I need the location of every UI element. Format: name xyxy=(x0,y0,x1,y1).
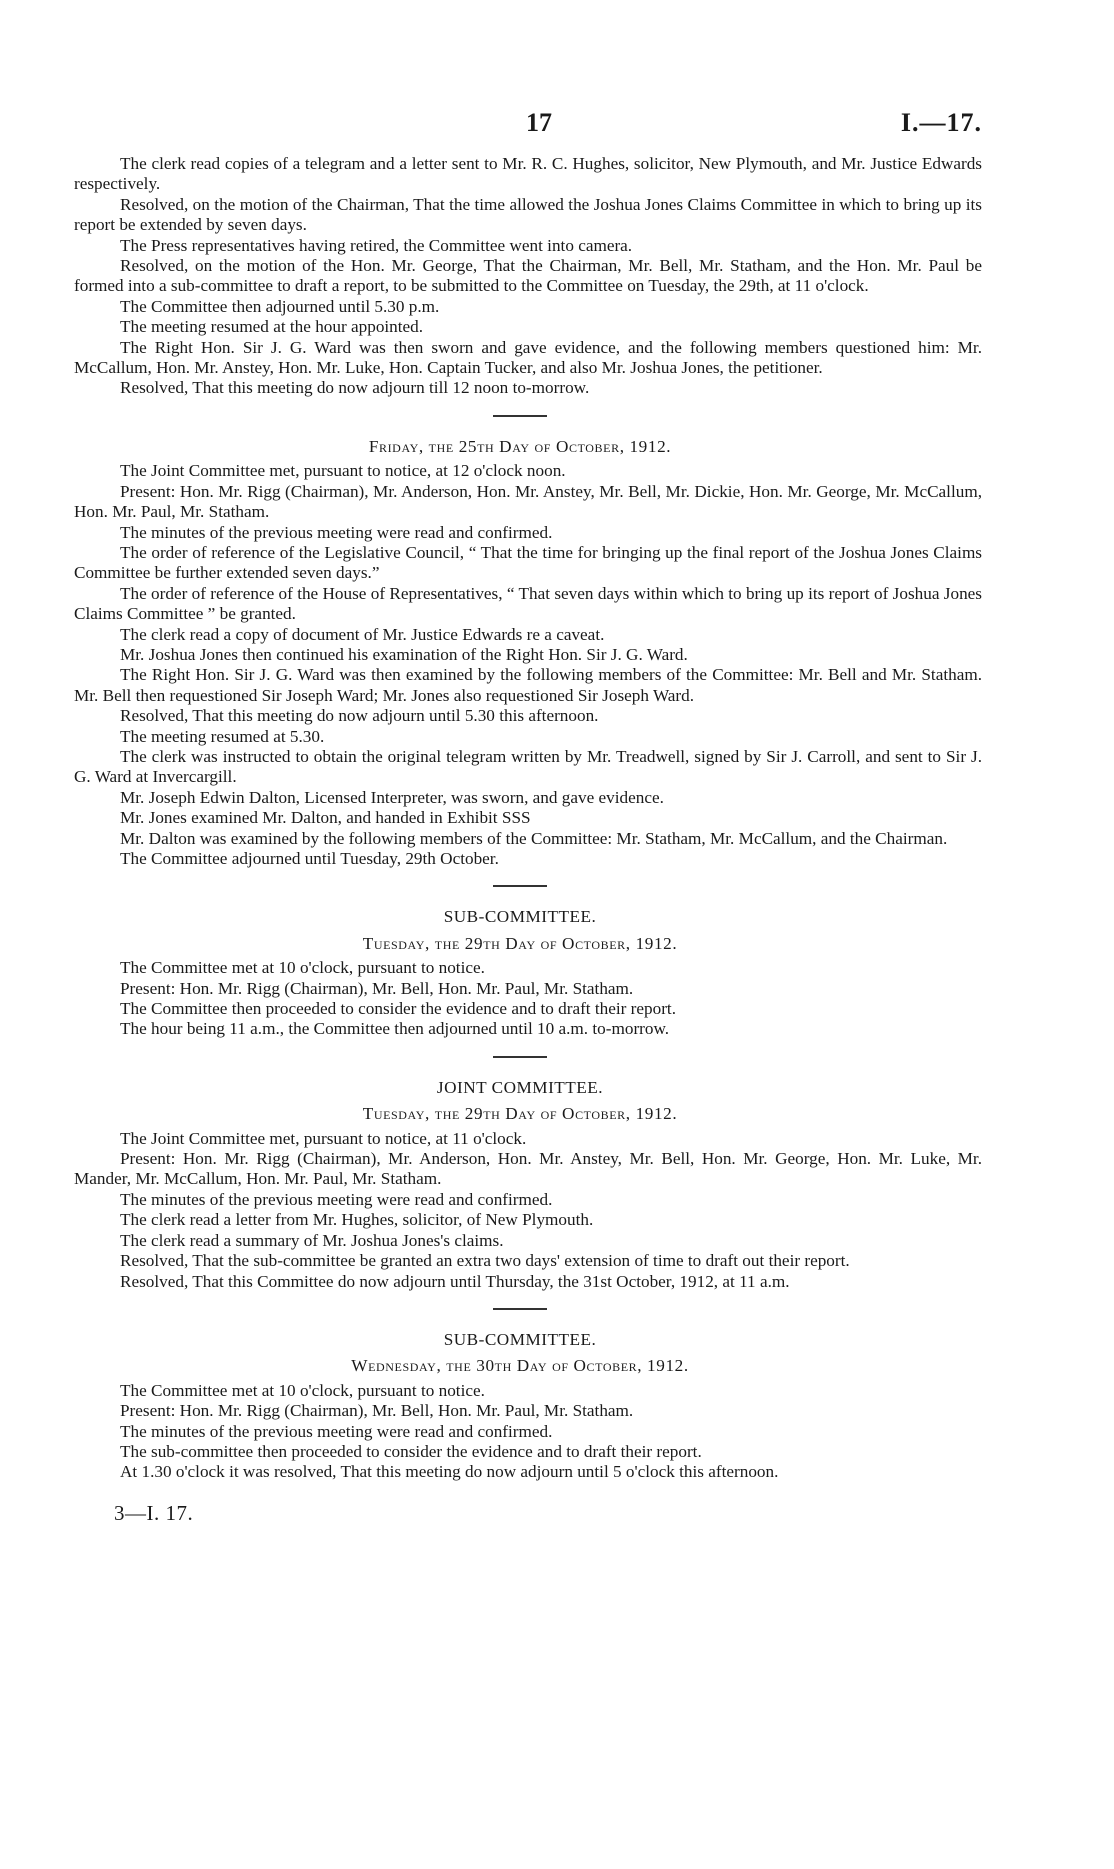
paragraph: The hour being 11 a.m., the Committee then adjourned until 10 a.m. to-morrow. xyxy=(120,1019,670,1039)
section-divider xyxy=(493,1056,547,1058)
paragraph: The clerk was instructed to obtain the original telegram written by Mr. Treadwell, signed by Sir J. Carroll, and sent to Sir J. G. Ward at Invercargill. xyxy=(74,746,982,787)
paragraph: The meeting resumed at 5.30. xyxy=(120,726,325,746)
paragraph: The Right Hon. Sir J. G. Ward was then sworn and gave evidence, and the following members questioned him: Mr. McCallum, Hon. Mr. Anstey, Hon. Mr. Luke, Hon. Captain Tucker, and also Mr. Joshua Jones, the petitioner. xyxy=(74,337,982,378)
document-body xyxy=(74,154,982,1483)
page-header xyxy=(74,108,982,144)
paragraph: Mr. Jones examined Mr. Dalton, and handed in Exhibit SSS xyxy=(120,808,531,828)
printer-signature: 3—I. 17. xyxy=(114,1500,194,1525)
paragraph: The clerk read a letter from Mr. Hughes, solicitor, of New Plymouth. xyxy=(120,1210,594,1230)
paragraph: The clerk read copies of a telegram and a letter sent to Mr. R. C. Hughes, solicitor, New Plymouth, and Mr. Justice Edwards respectively. xyxy=(74,154,982,194)
paragraph: The Joint Committee met, pursuant to notice, at 12 o'clock noon. xyxy=(120,461,566,481)
paragraph: Present: Hon. Mr. Rigg (Chairman), Mr. Bell, Hon. Mr. Paul, Mr. Statham. xyxy=(120,978,634,998)
paragraph: Mr. Joshua Jones then continued his examination of the Right Hon. Sir J. G. Ward. xyxy=(120,644,688,664)
paragraph: The Right Hon. Sir J. G. Ward was then examined by the following members of the Committee: Mr. Bell and Mr. Statham. Mr. Bell then requestioned Sir Joseph Ward; Mr. Jones also requestioned Sir Joseph Ward. xyxy=(74,665,982,705)
paragraph: The Committee adjourned until Tuesday, 29th October. xyxy=(120,849,499,868)
paragraph: Resolved, on the motion of the Chairman, That the time allowed the Joshua Jones Claims Committee in which to bring up its report be extended by seven days. xyxy=(74,194,982,235)
paragraph: The Committee then adjourned until 5.30 p.m. xyxy=(120,296,440,316)
paragraph: The Press representatives having retired, the Committee went into camera. xyxy=(120,235,633,255)
paragraph: The Committee met at 10 o'clock, pursuant to notice. xyxy=(120,1380,485,1400)
document-reference: I.—17. xyxy=(900,108,982,137)
paragraph: The order of reference of the Legislative Council, “ That the time for bringing up the final report of the Joshua Jones Claims Committee be further extended seven days.” xyxy=(74,542,982,583)
paragraph: Mr. Joseph Edwin Dalton, Licensed Interpreter, was sworn, and gave evidence. xyxy=(120,787,664,807)
paragraph: The meeting resumed at the hour appointed. xyxy=(120,317,424,337)
paragraph: Resolved, That this meeting do now adjourn till 12 noon to-morrow. xyxy=(120,378,590,398)
paragraph: The minutes of the previous meeting were read and confirmed. xyxy=(120,1189,553,1209)
paragraph: The sub-committee then proceeded to consider the evidence and to draft their report. xyxy=(120,1441,702,1461)
paragraph: Resolved, That this Committee do now adjourn until Thursday, the 31st October, 1912, at 11 a.m. xyxy=(120,1271,790,1291)
paragraph: The minutes of the previous meeting were read and confirmed. xyxy=(120,522,553,542)
paragraph: Present: Hon. Mr. Rigg (Chairman), Mr. Anderson, Hon. Mr. Anstey, Mr. Bell, Hon. Mr. George, Hon. Mr. Luke, Mr. Mander, Mr. McCallum, Hon. Mr. Paul, Mr. Statham. xyxy=(74,1149,982,1189)
paragraph: Present: Hon. Mr. Rigg (Chairman), Mr. Anderson, Hon. Mr. Anstey, Mr. Bell, Mr. Dickie, Hon. Mr. George, Mr. McCallum, Hon. Mr. Paul, Mr. Statham. xyxy=(74,481,982,522)
section-title: SUB-COMMITTEE. xyxy=(443,907,597,927)
paragraph: The Joint Committee met, pursuant to notice, at 11 o'clock. xyxy=(120,1128,527,1148)
paragraph: The clerk read a copy of document of Mr. Justice Edwards re a caveat. xyxy=(120,624,605,644)
paragraph: Resolved, That the sub-committee be granted an extra two days' extension of time to draft out their report. xyxy=(120,1251,850,1271)
paragraph: The minutes of the previous meeting were read and confirmed. xyxy=(120,1421,553,1441)
paragraph: Resolved, on the motion of the Hon. Mr. George, That the Chairman, Mr. Bell, Mr. Statham, and the Hon. Mr. Paul be formed into a sub-committee to draft a report, to be submitted to the Committee on Tuesday, the 29th, at 11 o'clock. xyxy=(74,256,982,296)
paragraph: At 1.30 o'clock it was resolved, That this meeting do now adjourn until 5 o'clock this afternoon. xyxy=(120,1462,779,1482)
section-divider xyxy=(493,1308,547,1310)
section-divider xyxy=(493,885,547,887)
paragraph: Present: Hon. Mr. Rigg (Chairman), Mr. Bell, Hon. Mr. Paul, Mr. Statham. xyxy=(120,1401,634,1421)
section-date: Wednesday, the 30th Day of October, 1912. xyxy=(351,1356,689,1376)
paragraph: The clerk read a summary of Mr. Joshua Jones's claims. xyxy=(120,1230,504,1250)
section-date: Tuesday, the 29th Day of October, 1912. xyxy=(362,933,678,953)
section-divider xyxy=(493,415,547,417)
section-title: SUB-COMMITTEE. xyxy=(443,1329,597,1349)
paragraph: Resolved, That this meeting do now adjourn until 5.30 this afternoon. xyxy=(120,706,599,726)
paragraph: Mr. Dalton was examined by the following members of the Committee: Mr. Statham, Mr. McCallum, and the Chairman. xyxy=(120,828,948,848)
paragraph: The Committee then proceeded to consider the evidence and to draft their report. xyxy=(120,999,676,1019)
paragraph: The Committee met at 10 o'clock, pursuant to notice. xyxy=(120,958,485,978)
section-date: Friday, the 25th Day of October, 1912. xyxy=(368,436,672,456)
section-date: Tuesday, the 29th Day of October, 1912. xyxy=(362,1104,678,1124)
page-number: 17 xyxy=(526,108,552,137)
paragraph: The order of reference of the House of Representatives, “ That seven days within which to bring up its report of Joshua Jones Claims Committee ” be granted. xyxy=(74,583,982,624)
section-title: JOINT COMMITTEE. xyxy=(436,1077,604,1097)
